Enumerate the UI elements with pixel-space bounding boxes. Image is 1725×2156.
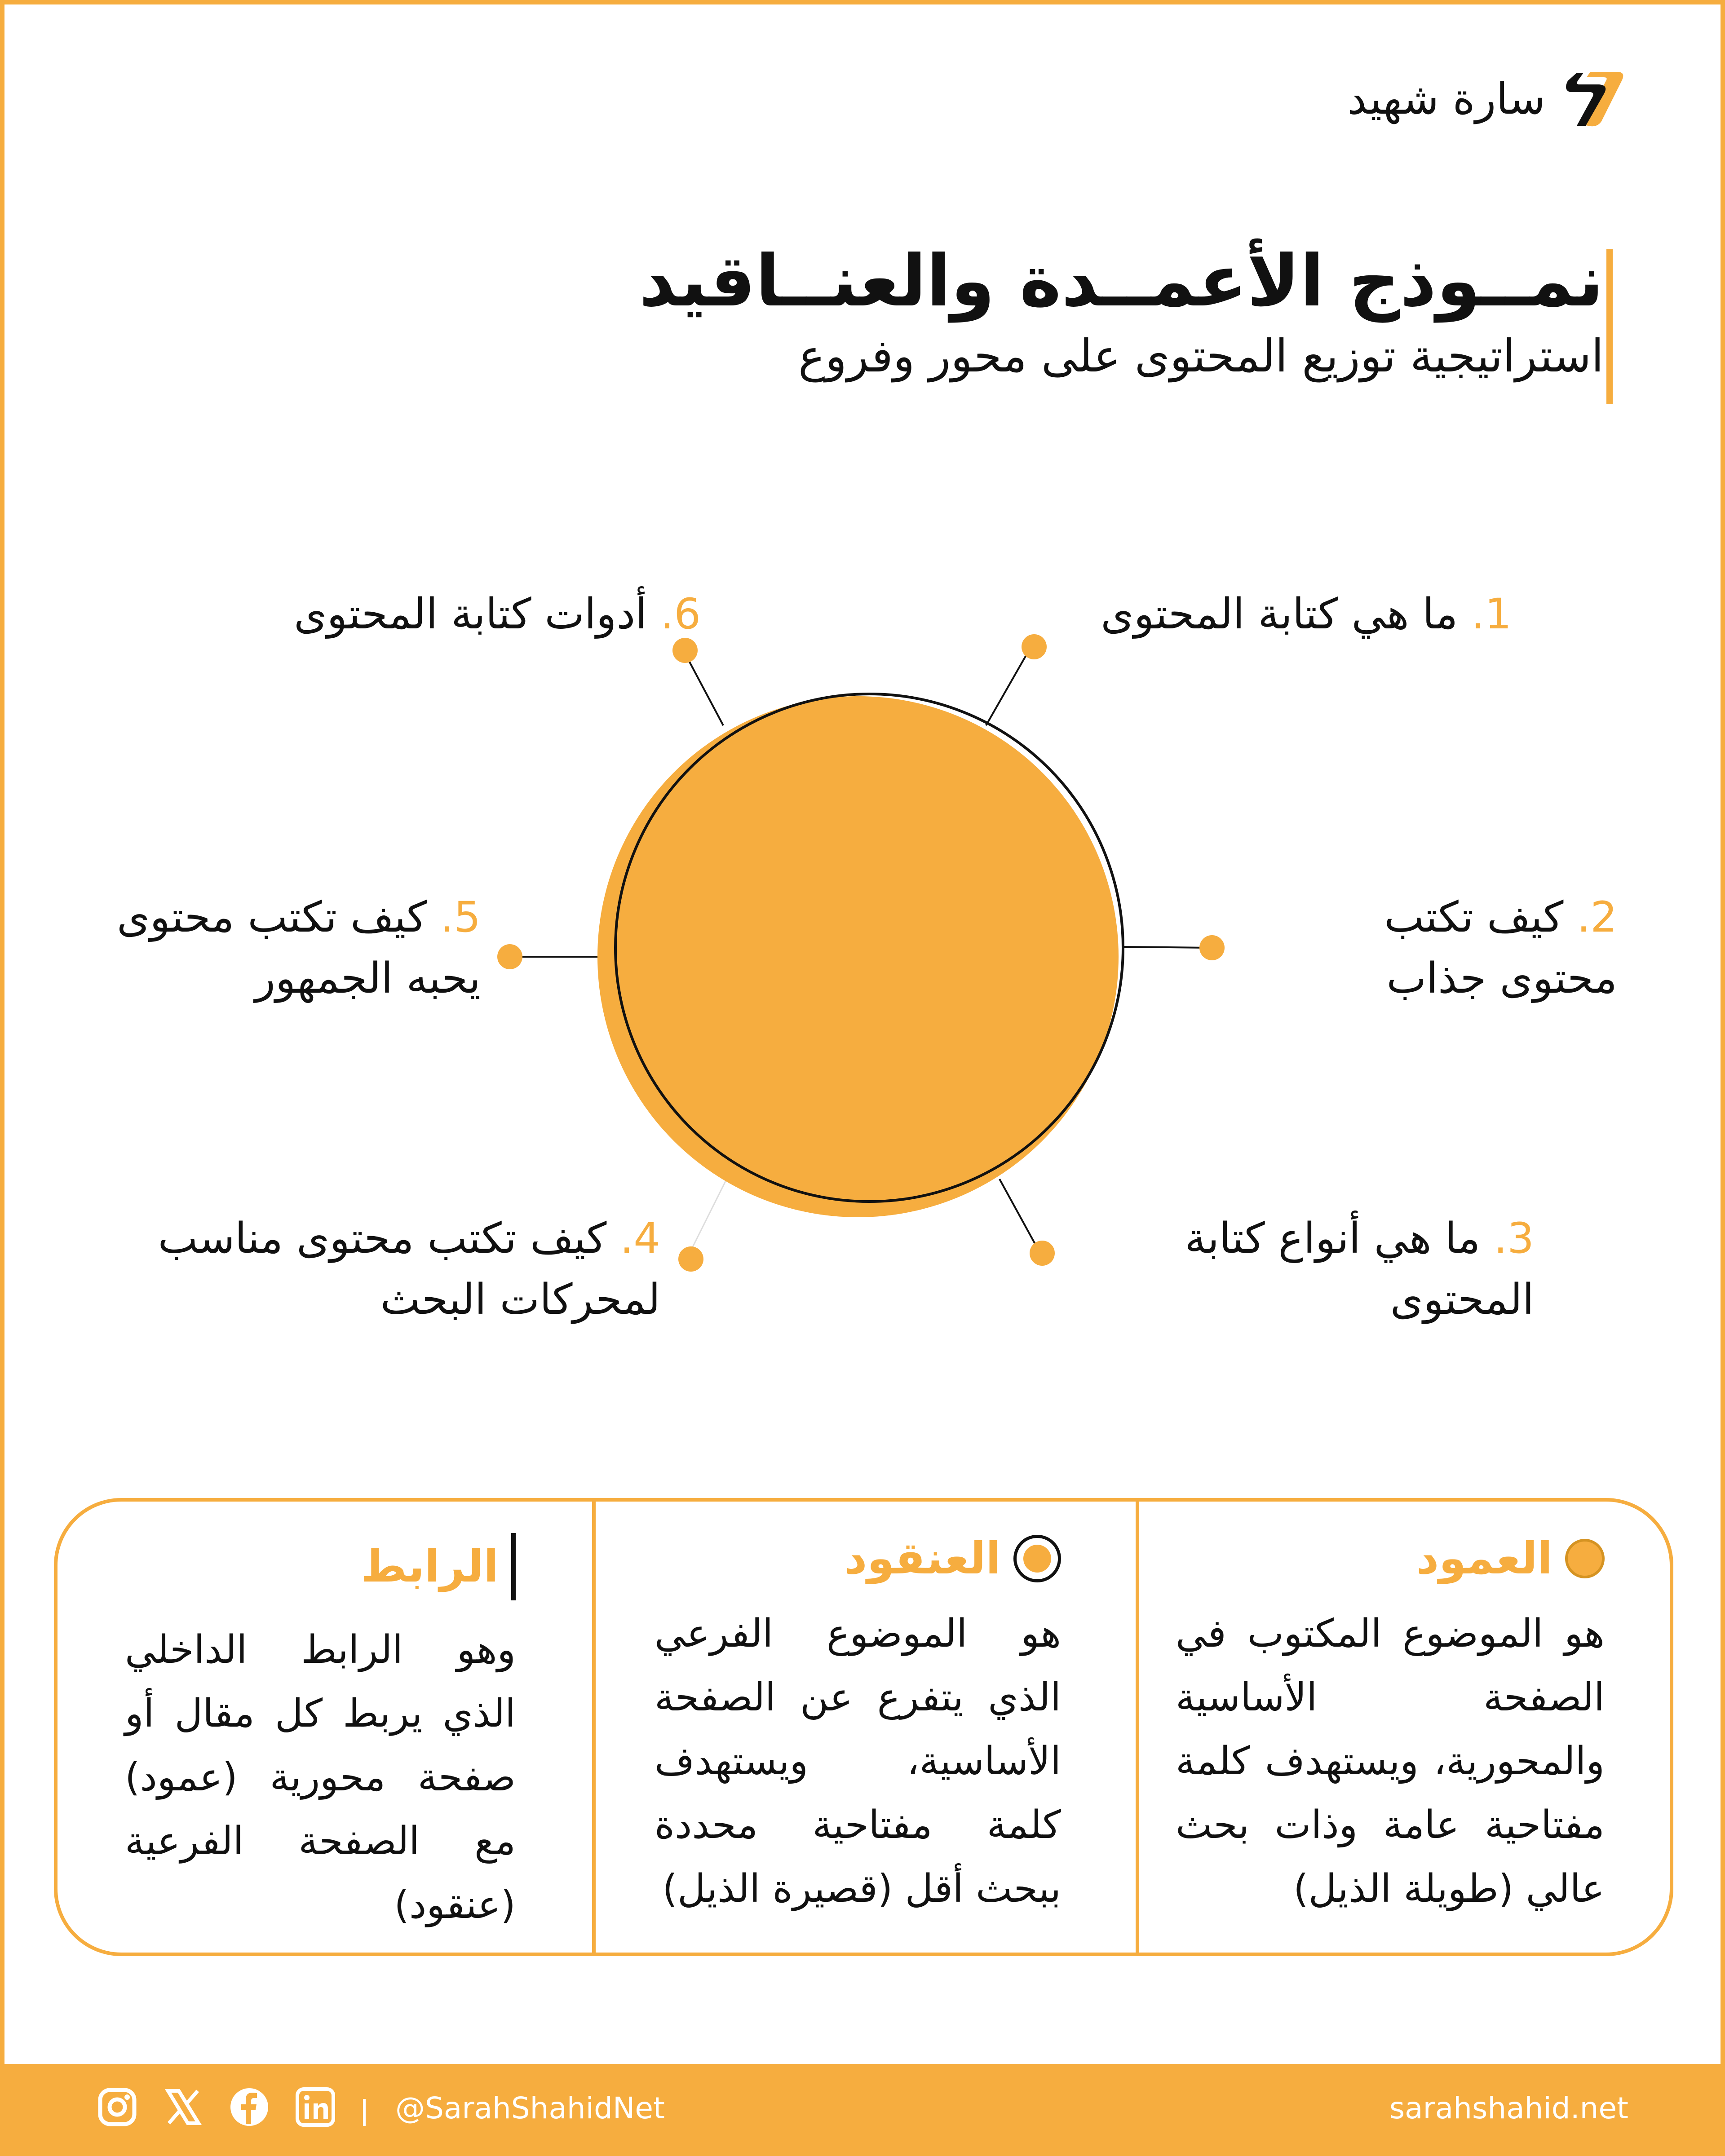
topic-dot-3 — [1030, 1241, 1055, 1266]
linkedin-icon[interactable] — [295, 2086, 336, 2128]
topic-dot-2 — [1199, 935, 1225, 960]
card-cluster — [592, 1502, 1128, 1953]
brand — [1347, 67, 1635, 130]
topic-3 — [1107, 1208, 1534, 1331]
topic-dot-5 — [497, 944, 522, 969]
topic-5-text: كيف تكتب محتوى يحبه الجمهور — [116, 893, 481, 1003]
topic-1 — [1017, 584, 1512, 645]
card-cluster-title-text: العنقود — [845, 1533, 1001, 1584]
footer — [0, 2064, 1725, 2156]
brand-name: سارة شهيد — [1347, 74, 1545, 124]
topic-6-number: 6. — [660, 590, 701, 639]
topic-5-number: 5. — [440, 893, 481, 942]
topic-6 — [252, 584, 701, 645]
facebook-icon[interactable] — [229, 2086, 270, 2128]
topic-1-number: 1. — [1471, 590, 1512, 639]
card-pillar-title — [1176, 1533, 1605, 1584]
topic-2 — [1303, 887, 1617, 1010]
card-pillar — [1131, 1502, 1670, 1953]
topic-dot-4 — [678, 1246, 703, 1272]
connector-3 — [1000, 1179, 1038, 1249]
brand-slash-logo-icon — [1559, 67, 1635, 130]
topic-2-number: 2. — [1577, 893, 1617, 942]
ring-circle-icon — [1013, 1535, 1061, 1582]
hub-label: كتابة المحتوى — [660, 377, 1056, 446]
definitions-panel — [54, 1498, 1673, 1956]
topic-3-number: 3. — [1494, 1214, 1534, 1263]
card-cluster-body: هو الموضوع الفرعي الذي يتفرع عن الصفحة الأساسية، ويستهدف كلمة مفتاحية محددة ببحث أقل (قصيرة الذيل) — [655, 1611, 1061, 1911]
card-link-title-text: الرابط — [361, 1541, 499, 1592]
filled-circle-icon — [1565, 1539, 1605, 1578]
topic-4-text: كيف تكتب محتوى مناسب لمحركات البحث — [158, 1214, 660, 1325]
topic-4 — [153, 1208, 660, 1331]
title-block — [615, 240, 1604, 382]
card-link — [58, 1502, 592, 1953]
card-pillar-title-text: العمود — [1416, 1533, 1552, 1584]
x-icon[interactable] — [163, 2086, 204, 2128]
instagram-icon[interactable] — [97, 2086, 138, 2128]
page-title: نمــوذج الأعمــدة والعنــاقيد — [639, 240, 1604, 323]
footer-separator — [363, 2099, 366, 2126]
social-icons — [97, 2086, 336, 2128]
card-pillar-body: هو الموضوع المكتوب في الصفحة الأساسية والمحورية، ويستهدف كلمة مفتاحية عامة وذات بحث عالي (طويلة الذيل) — [1176, 1611, 1605, 1911]
connector-6 — [685, 654, 723, 725]
connector-4 — [692, 1177, 728, 1249]
title-accent-bar — [1606, 249, 1613, 404]
card-link-title — [125, 1533, 516, 1600]
topic-6-text: أدوات كتابة المحتوى — [294, 590, 647, 639]
topic-5 — [99, 887, 481, 1010]
topic-2-text: كيف تكتب محتوى جذاب — [1384, 893, 1617, 1003]
connector-1 — [986, 647, 1031, 725]
topic-3-text: ما هي أنواع كتابة المحتوى — [1185, 1214, 1534, 1325]
connector-2 — [1123, 947, 1208, 948]
topic-4-number: 4. — [620, 1214, 660, 1263]
card-link-body: وهو الرابط الداخلي الذي يربط كل مقال أو صفحة محورية (عمود) مع الصفحة الفرعية (عنقود) — [125, 1627, 516, 1927]
website-link[interactable]: sarahshahid.net — [1389, 2091, 1628, 2125]
page-subtitle: استراتيجية توزيع المحتوى على محور وفروع — [798, 329, 1604, 382]
hub-circle — [597, 696, 1119, 1217]
topic-1-text: ما هي كتابة المحتوى — [1101, 590, 1458, 639]
social-handle[interactable]: @SarahShahidNet — [395, 2091, 665, 2125]
vertical-bar-icon — [511, 1533, 516, 1600]
card-cluster-title — [655, 1533, 1061, 1584]
